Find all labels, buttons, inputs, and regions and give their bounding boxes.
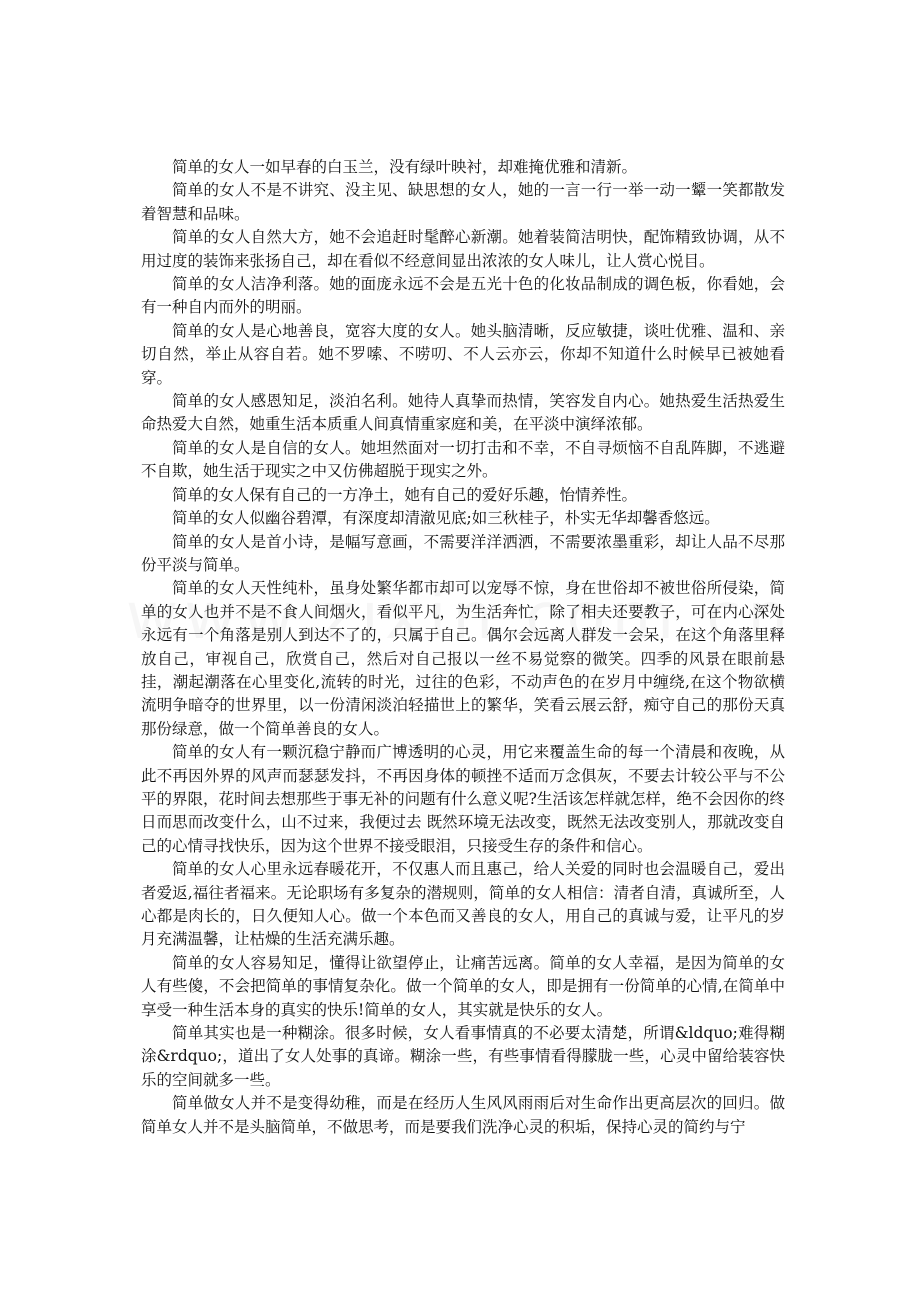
- paragraph: 简单的女人洁净利落。她的面庞永远不会是五光十色的化妆品制成的调色板，你看她，会有一种自内而外的明丽。: [141, 275, 785, 317]
- document-body: [141, 156, 785, 1139]
- paragraph: 简单的女人是心地善良，宽容大度的女人。她头脑清晰，反应敏捷，谈吐优雅、温和、亲切自然，举止从容自若。她不罗嗦、不唠叨、不人云亦云，你却不知道什么时候早已被她看穿。: [141, 321, 785, 387]
- paragraph: 简单的女人是自信的女人。她坦然面对一切打击和不幸，不自寻烦恼不自乱阵脚，不逃避不自欺，她生活于现实之中又仿佛超脱于现实之外。: [141, 438, 785, 481]
- paragraph: 简单的女人有一颗沉稳宁静而广博透明的心灵，用它来覆盖生命的每一个清晨和夜晚，从此不再因外界的风声而瑟瑟发抖，不再因身体的顿挫不适而万念俱灰，不要去计较公平与不公平的界限，花时间去想那些于事无补的问题有什么意义呢?生活该怎样就怎样，绝不会因你的终日而思而改变什么，山不过来，我便过去 既然环境无法改变，既然无法改变别人，那就改变自己的心情寻找快乐，因为这个世界不接受眼泪，只接受生存的条件和信心。: [141, 743, 785, 855]
- paragraph: 简单的女人自然大方，她不会追赶时髦醉心新潮。她着装简洁明快，配饰精致协调，从不用过度的装饰来张扬自己，却在看似不经意间显出浓浓的女人味儿，让人赏心悦目。: [141, 228, 785, 270]
- paragraph: 简单的女人心里永远春暖花开，不仅惠人而且惠己，给人关爱的同时也会温暖自己，爱出者爱返,福往者福来。无论职场有多复杂的潜规则，简单的女人相信：清者自清，真诚所至，人心都是肉长的，日久便知人心。做一个本色而又善良的女人，用自己的真诚与爱，让平凡的岁月充满温馨，让枯燥的生活充满乐趣。: [141, 860, 785, 949]
- paragraph: 简单的女人是首小诗，是幅写意画，不需要洋洋洒洒，不需要浓墨重彩，却让人品不尽那份平淡与简单。: [141, 532, 785, 574]
- paragraph: 简单的女人似幽谷碧潭，有深度却清澈见底;如三秋桂子，朴实无华却馨香悠远。: [172, 509, 720, 528]
- paragraph: 简单的女人容易知足，懂得让欲望停止，让痛苦远离。简单的女人幸福，是因为简单的女人有些傻，不会把简单的事情复杂化。做一个简单的女人，即是拥有一份简单的心情,在简单中享受一种生活本身的真实的快乐!简单的女人，其实就是快乐的女人。: [141, 953, 785, 1019]
- paragraph: 简单的女人不是不讲究、没主见、缺思想的女人，她的一言一行一举一动一颦一笑都散发着智慧和品味。: [141, 181, 785, 223]
- paragraph: 简单的女人天性纯朴，虽身处繁华都市却可以宠辱不惊，身在世俗却不被世俗所侵染，简单的女人也并不是不食人间烟火，看似平凡，为生活奔忙，除了相夫还要教子，可在内心深处永远有一个角落是别人到达不了的，只属于自己。偶尔会远离人群发一会呆，在这个角落里释放自己，审视自己，欣赏自己，然后对自己报以一丝不易觉察的微笑。四季的风景在眼前悬挂，潮起潮落在心里变化,流转的时光，过往的色彩，不动声色的在岁月中缠绕,在这个物欲横流明争暗夺的世界里，以一份清闲淡泊轻描世上的繁华，笑看云展云舒，痴守自己的那份天真那份绿意，做一个简单善良的女人。: [141, 579, 785, 738]
- paragraph: 简单的女人保有自己的一方净土，她有自己的爱好乐趣，怡情养性。: [172, 485, 638, 504]
- paragraph: 简单的女人感恩知足，淡泊名利。她待人真挚而热情，笑容发自内心。她热爱生活热爱生命热爱大自然，她重生活本质重人间真情重家庭和美，在平淡中演绎浓郁。: [141, 392, 785, 434]
- paragraph: 简单其实也是一种糊涂。很多时候，女人看事情真的不必要太清楚，所谓&ldquo;难得糊涂&rdquo;，道出了女人处事的真谛。糊涂一些，有些事情看得朦胧一些，心灵中留给装容快乐的空间就多一些。: [141, 1024, 785, 1089]
- paragraph: 简单的女人一如早春的白玉兰，没有绿叶映衬，却难掩优雅和清新。: [172, 158, 638, 176]
- paragraph: 简单做女人并不是变得幼稚，而是在经历人生风风雨雨后对生命作出更高层次的回归。做简单女人并不是头脑简单，不做思考，而是要我们洗净心灵的积垢，保持心灵的简约与宁: [141, 1094, 785, 1136]
